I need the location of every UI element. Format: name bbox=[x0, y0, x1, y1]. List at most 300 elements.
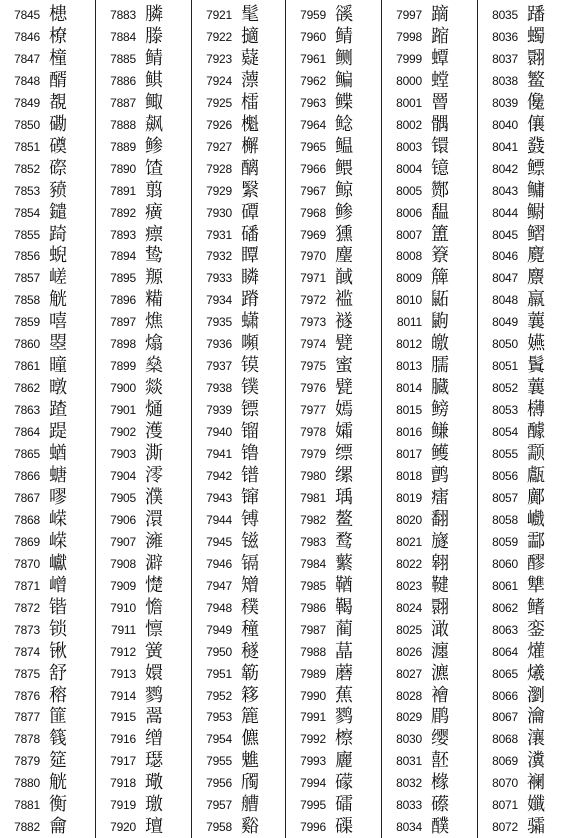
entry-number: 7948 bbox=[206, 600, 232, 615]
entry-number: 7885 bbox=[110, 51, 136, 66]
entry-character: 镤 bbox=[241, 377, 259, 399]
entry-number: 7878 bbox=[14, 732, 40, 747]
entry-character: 澼 bbox=[145, 552, 163, 574]
entry-character: 鳌 bbox=[335, 508, 353, 530]
entry-number: 7956 bbox=[206, 776, 232, 791]
entry-number: 8001 bbox=[396, 95, 422, 110]
entry-number: 7868 bbox=[14, 512, 40, 527]
table-entry bbox=[382, 641, 477, 663]
entry-number: 7901 bbox=[110, 403, 136, 418]
entry-character: 觥 bbox=[49, 289, 67, 311]
table-entry bbox=[382, 311, 477, 333]
entry-number: 7904 bbox=[110, 468, 136, 483]
entry-number: 7936 bbox=[206, 337, 232, 352]
entry-character: 翦 bbox=[145, 179, 163, 201]
entry-number: 7962 bbox=[300, 73, 326, 88]
entry-character: 嘻 bbox=[49, 311, 67, 333]
table-entry bbox=[192, 772, 285, 794]
entry-character: 嬛 bbox=[145, 662, 163, 684]
entry-character: 瑀 bbox=[335, 486, 353, 508]
table-entry bbox=[478, 816, 568, 838]
entry-character: 儦 bbox=[241, 728, 259, 750]
table-column bbox=[477, 0, 568, 838]
entry-character: 缥 bbox=[335, 443, 353, 465]
table-entry bbox=[478, 267, 568, 289]
entry-character: 舒 bbox=[49, 662, 67, 684]
table-entry bbox=[286, 575, 381, 597]
table-entry bbox=[96, 158, 191, 180]
entry-number: 7905 bbox=[110, 490, 136, 505]
table-entry bbox=[478, 289, 568, 311]
entry-character: 鼩 bbox=[431, 311, 449, 333]
table-entry bbox=[382, 377, 477, 399]
table-entry bbox=[286, 531, 381, 553]
entry-character: 簰 bbox=[431, 267, 449, 289]
table-entry bbox=[286, 136, 381, 158]
entry-character: 薸 bbox=[241, 69, 259, 91]
entry-character: 鲗 bbox=[335, 47, 353, 69]
table-entry bbox=[478, 641, 568, 663]
entry-number: 7965 bbox=[300, 139, 326, 154]
table-entry bbox=[0, 641, 95, 663]
entry-number: 7910 bbox=[110, 600, 136, 615]
entry-character: 鳂 bbox=[335, 157, 353, 179]
table-entry bbox=[0, 443, 95, 465]
table-entry bbox=[478, 509, 568, 531]
table-entry bbox=[96, 685, 191, 707]
entry-number: 7937 bbox=[206, 359, 232, 374]
entry-character: 甓 bbox=[335, 377, 353, 399]
table-entry bbox=[382, 487, 477, 509]
entry-character: 嵘 bbox=[49, 508, 67, 530]
table-column bbox=[285, 0, 381, 838]
entry-character: 蘘 bbox=[527, 377, 545, 399]
table-entry bbox=[192, 619, 285, 641]
entry-number: 7944 bbox=[206, 512, 232, 527]
entry-character: 醪 bbox=[527, 552, 545, 574]
table-entry bbox=[382, 114, 477, 136]
entry-character: 嶒 bbox=[49, 574, 67, 596]
entry-character: 濮 bbox=[145, 486, 163, 508]
entry-number: 8054 bbox=[492, 425, 518, 440]
entry-character: 澭 bbox=[145, 530, 163, 552]
entry-number: 7980 bbox=[300, 468, 326, 483]
entry-number: 7958 bbox=[206, 820, 232, 835]
table-entry bbox=[0, 663, 95, 685]
table-entry bbox=[0, 114, 95, 136]
entry-character: 簏 bbox=[241, 706, 259, 728]
table-entry bbox=[382, 575, 477, 597]
table-entry bbox=[192, 465, 285, 487]
table-entry bbox=[96, 421, 191, 443]
entry-character: 嵯 bbox=[49, 267, 67, 289]
entry-character: 鞬 bbox=[431, 574, 449, 596]
table-entry bbox=[192, 26, 285, 48]
entry-number: 8000 bbox=[396, 73, 422, 88]
table-entry bbox=[382, 202, 477, 224]
entry-character: 鼗 bbox=[527, 135, 545, 157]
entry-character: 镩 bbox=[241, 486, 259, 508]
entry-number: 7987 bbox=[300, 622, 326, 637]
entry-number: 7983 bbox=[300, 534, 326, 549]
entry-number: 8015 bbox=[396, 403, 422, 418]
table-entry bbox=[192, 311, 285, 333]
entry-number: 7916 bbox=[110, 732, 136, 747]
entry-number: 8066 bbox=[492, 688, 518, 703]
table-entry bbox=[0, 224, 95, 246]
entry-character: 筵 bbox=[49, 750, 67, 772]
entry-number: 7946 bbox=[206, 556, 232, 571]
table-entry bbox=[382, 707, 477, 729]
table-entry bbox=[96, 772, 191, 794]
entry-number: 8035 bbox=[492, 7, 518, 22]
entry-number: 8055 bbox=[492, 447, 518, 462]
entry-number: 8024 bbox=[396, 600, 422, 615]
entry-number: 7889 bbox=[110, 139, 136, 154]
entry-character: 艚 bbox=[241, 794, 259, 816]
entry-character: 癗 bbox=[431, 486, 449, 508]
entry-character: 蘑 bbox=[335, 662, 353, 684]
entry-character: 馘 bbox=[335, 267, 353, 289]
entry-character: 蕌 bbox=[335, 640, 353, 662]
entry-number: 7854 bbox=[14, 205, 40, 220]
entry-number: 8002 bbox=[396, 117, 422, 132]
entry-number: 7853 bbox=[14, 183, 40, 198]
entry-number: 7886 bbox=[110, 73, 136, 88]
entry-number: 7999 bbox=[396, 51, 422, 66]
entry-number: 7902 bbox=[110, 425, 136, 440]
entry-character: 锹 bbox=[49, 640, 67, 662]
entry-character: 瀼 bbox=[527, 728, 545, 750]
entry-character: 儴 bbox=[527, 113, 545, 135]
entry-character: 镏 bbox=[241, 421, 259, 443]
table-entry bbox=[286, 289, 381, 311]
entry-number: 7893 bbox=[110, 227, 136, 242]
table-entry bbox=[192, 707, 285, 729]
entry-number: 7881 bbox=[14, 798, 40, 813]
entry-number: 8067 bbox=[492, 710, 518, 725]
entry-character: 镃 bbox=[241, 530, 259, 552]
entry-number: 7896 bbox=[110, 293, 136, 308]
entry-character: 蹅 bbox=[49, 399, 67, 421]
entry-character: 穜 bbox=[241, 618, 259, 640]
entry-character: 蜺 bbox=[49, 245, 67, 267]
entry-character: 爟 bbox=[527, 640, 545, 662]
table-entry bbox=[382, 224, 477, 246]
entry-number: 8047 bbox=[492, 271, 518, 286]
entry-number: 7967 bbox=[300, 183, 326, 198]
entry-number: 7998 bbox=[396, 29, 422, 44]
entry-number: 8050 bbox=[492, 337, 518, 352]
entry-character: 翻 bbox=[431, 508, 449, 530]
table-entry bbox=[382, 289, 477, 311]
table-entry bbox=[478, 465, 568, 487]
entry-character: 旞 bbox=[431, 530, 449, 552]
entry-number: 7949 bbox=[206, 622, 232, 637]
table-entry bbox=[478, 377, 568, 399]
entry-character: 髦 bbox=[241, 3, 259, 25]
table-entry bbox=[286, 4, 381, 26]
entry-number: 7897 bbox=[110, 315, 136, 330]
entry-number: 7847 bbox=[14, 51, 40, 66]
table-entry bbox=[382, 245, 477, 267]
table-entry bbox=[96, 333, 191, 355]
table-entry bbox=[286, 267, 381, 289]
entry-number: 8021 bbox=[396, 534, 422, 549]
entry-number: 8063 bbox=[492, 622, 518, 637]
entry-number: 8069 bbox=[492, 754, 518, 769]
table-entry bbox=[96, 728, 191, 750]
entry-number: 8044 bbox=[492, 205, 518, 220]
entry-character: 熻 bbox=[145, 333, 163, 355]
entry-number: 8022 bbox=[396, 556, 422, 571]
table-entry bbox=[286, 421, 381, 443]
entry-number: 7852 bbox=[14, 161, 40, 176]
entry-number: 7867 bbox=[14, 490, 40, 505]
entry-character: 醨 bbox=[241, 157, 259, 179]
table-entry bbox=[382, 816, 477, 838]
entry-number: 7855 bbox=[14, 227, 40, 242]
entry-character: 缧 bbox=[335, 464, 353, 486]
entry-number: 8061 bbox=[492, 578, 518, 593]
entry-character: 鄺 bbox=[527, 486, 545, 508]
table-entry bbox=[192, 443, 285, 465]
entry-number: 8029 bbox=[396, 710, 422, 725]
entry-number: 8052 bbox=[492, 381, 518, 396]
table-entry bbox=[192, 114, 285, 136]
entry-character: 簕 bbox=[241, 662, 259, 684]
entry-number: 7945 bbox=[206, 534, 232, 549]
entry-number: 7864 bbox=[14, 425, 40, 440]
table-entry bbox=[478, 553, 568, 575]
entry-number: 8033 bbox=[396, 798, 422, 813]
entry-character: 缨 bbox=[431, 728, 449, 750]
table-entry bbox=[286, 333, 381, 355]
entry-character: 燊 bbox=[145, 355, 163, 377]
table-entry bbox=[192, 399, 285, 421]
entry-character: 簝 bbox=[431, 245, 449, 267]
entry-number: 7914 bbox=[110, 688, 136, 703]
entry-character: 嚬 bbox=[241, 333, 259, 355]
entry-character: 踶 bbox=[49, 421, 67, 443]
table-entry bbox=[0, 816, 95, 838]
entry-number: 8006 bbox=[396, 205, 422, 220]
entry-number: 8004 bbox=[396, 161, 422, 176]
entry-number: 8065 bbox=[492, 666, 518, 681]
entry-number: 8008 bbox=[396, 249, 422, 264]
entry-number: 7883 bbox=[110, 7, 136, 22]
entry-character: 瀵 bbox=[527, 750, 545, 772]
table-entry bbox=[192, 92, 285, 114]
table-entry bbox=[96, 377, 191, 399]
entry-number: 8043 bbox=[492, 183, 518, 198]
table-entry bbox=[96, 355, 191, 377]
entry-character: 羱 bbox=[145, 267, 163, 289]
table-entry bbox=[0, 333, 95, 355]
entry-number: 7974 bbox=[300, 337, 326, 352]
table-entry bbox=[0, 465, 95, 487]
entry-number: 7858 bbox=[14, 293, 40, 308]
table-entry bbox=[0, 399, 95, 421]
table-entry bbox=[382, 750, 477, 772]
entry-character: 甗 bbox=[527, 464, 545, 486]
entry-number: 8028 bbox=[396, 688, 422, 703]
table-entry bbox=[382, 70, 477, 92]
table-entry bbox=[286, 202, 381, 224]
table-entry bbox=[382, 4, 477, 26]
table-entry bbox=[478, 663, 568, 685]
entry-character: 璮 bbox=[145, 816, 163, 838]
table-entry bbox=[286, 92, 381, 114]
table-entry bbox=[192, 816, 285, 838]
table-entry bbox=[478, 136, 568, 158]
table-entry bbox=[382, 531, 477, 553]
entry-number: 8036 bbox=[492, 29, 518, 44]
entry-number: 7973 bbox=[300, 315, 326, 330]
table-entry bbox=[0, 158, 95, 180]
entry-character: 鹛 bbox=[431, 706, 449, 728]
table-entry bbox=[0, 202, 95, 224]
table-entry bbox=[192, 289, 285, 311]
entry-character: 瞵 bbox=[241, 267, 259, 289]
entry-number: 7874 bbox=[14, 644, 40, 659]
entry-number: 8045 bbox=[492, 227, 518, 242]
entry-character: 瀌 bbox=[431, 662, 449, 684]
table-entry bbox=[478, 443, 568, 465]
entry-number: 7935 bbox=[206, 315, 232, 330]
table-entry bbox=[478, 597, 568, 619]
entry-character: 橑 bbox=[49, 25, 67, 47]
entry-number: 8026 bbox=[396, 644, 422, 659]
table-entry bbox=[286, 728, 381, 750]
entry-number: 8037 bbox=[492, 51, 518, 66]
entry-character: 鲭 bbox=[145, 47, 163, 69]
entry-character: 簠 bbox=[431, 223, 449, 245]
entry-character: 踦 bbox=[49, 223, 67, 245]
table-entry bbox=[286, 619, 381, 641]
table-entry bbox=[0, 421, 95, 443]
table-entry bbox=[192, 48, 285, 70]
entry-character: 臓 bbox=[431, 377, 449, 399]
table-entry bbox=[382, 421, 477, 443]
entry-number: 8068 bbox=[492, 732, 518, 747]
entry-character: 龠 bbox=[49, 816, 67, 838]
table-entry bbox=[382, 728, 477, 750]
entry-number: 8059 bbox=[492, 534, 518, 549]
table-entry bbox=[382, 509, 477, 531]
entry-character: 磸 bbox=[49, 135, 67, 157]
table-entry bbox=[0, 311, 95, 333]
entry-character: 礌 bbox=[335, 794, 353, 816]
entry-number: 7845 bbox=[14, 7, 40, 22]
table-entry bbox=[0, 750, 95, 772]
entry-number: 7988 bbox=[300, 644, 326, 659]
table-entry bbox=[96, 509, 191, 531]
entry-number: 7906 bbox=[110, 512, 136, 527]
entry-character: 穃 bbox=[49, 684, 67, 706]
table-entry bbox=[382, 267, 477, 289]
table-entry bbox=[96, 597, 191, 619]
entry-character: 鹜 bbox=[335, 530, 353, 552]
entry-character: 鳛 bbox=[527, 223, 545, 245]
entry-character: 璱 bbox=[145, 750, 163, 772]
table-entry bbox=[96, 663, 191, 685]
table-entry bbox=[286, 750, 381, 772]
entry-number: 8030 bbox=[396, 732, 422, 747]
entry-number: 7850 bbox=[14, 117, 40, 132]
table-entry bbox=[382, 333, 477, 355]
entry-number: 7871 bbox=[14, 578, 40, 593]
entry-character: 擿 bbox=[241, 25, 259, 47]
entry-character: 蝤 bbox=[49, 443, 67, 465]
entry-number: 7981 bbox=[300, 490, 326, 505]
entry-character: 覩 bbox=[49, 91, 67, 113]
entry-number: 7873 bbox=[14, 622, 40, 637]
entry-number: 8023 bbox=[396, 578, 422, 593]
entry-number: 7891 bbox=[110, 183, 136, 198]
entry-character: 蠋 bbox=[527, 25, 545, 47]
entry-number: 7892 bbox=[110, 205, 136, 220]
entry-character: 膦 bbox=[145, 3, 163, 25]
entry-character: 甓 bbox=[335, 333, 353, 355]
entry-number: 7866 bbox=[14, 468, 40, 483]
entry-number: 7851 bbox=[14, 139, 40, 154]
entry-number: 8039 bbox=[492, 95, 518, 110]
entry-character: 礞 bbox=[335, 772, 353, 794]
table-entry bbox=[192, 355, 285, 377]
table-entry bbox=[382, 685, 477, 707]
entry-number: 7984 bbox=[300, 556, 326, 571]
entry-character: 嫣 bbox=[335, 399, 353, 421]
table-entry bbox=[96, 267, 191, 289]
entry-number: 8025 bbox=[396, 622, 422, 637]
entry-character: 鳍 bbox=[527, 596, 545, 618]
entry-character: 爔 bbox=[527, 662, 545, 684]
entry-character: 巇 bbox=[527, 508, 545, 530]
table-entry bbox=[192, 245, 285, 267]
entry-number: 7926 bbox=[206, 117, 232, 132]
table-entry bbox=[192, 641, 285, 663]
entry-number: 8013 bbox=[396, 359, 422, 374]
entry-character: 镆 bbox=[241, 355, 259, 377]
entry-number: 8018 bbox=[396, 468, 422, 483]
table-entry bbox=[192, 158, 285, 180]
table-entry bbox=[96, 70, 191, 92]
table-entry bbox=[96, 794, 191, 816]
entry-number: 7954 bbox=[206, 732, 232, 747]
entry-number: 7861 bbox=[14, 359, 40, 374]
entry-character: 嵘 bbox=[49, 530, 67, 552]
entry-number: 7929 bbox=[206, 183, 232, 198]
entry-character: 薿 bbox=[241, 47, 259, 69]
entry-character: 鳔 bbox=[527, 157, 545, 179]
entry-number: 8058 bbox=[492, 512, 518, 527]
table-entry bbox=[286, 465, 381, 487]
table-entry bbox=[286, 245, 381, 267]
entry-character: 璥 bbox=[145, 772, 163, 794]
entry-number: 8014 bbox=[396, 381, 422, 396]
entry-number: 7907 bbox=[110, 534, 136, 549]
entry-number: 7970 bbox=[300, 249, 326, 264]
entry-number: 7857 bbox=[14, 271, 40, 286]
table-entry bbox=[478, 224, 568, 246]
table-entry bbox=[96, 136, 191, 158]
entry-number: 8056 bbox=[492, 468, 518, 483]
table-entry bbox=[192, 267, 285, 289]
table-entry bbox=[478, 750, 568, 772]
entry-character: 镨 bbox=[241, 464, 259, 486]
entry-character: 犨 bbox=[527, 574, 545, 596]
